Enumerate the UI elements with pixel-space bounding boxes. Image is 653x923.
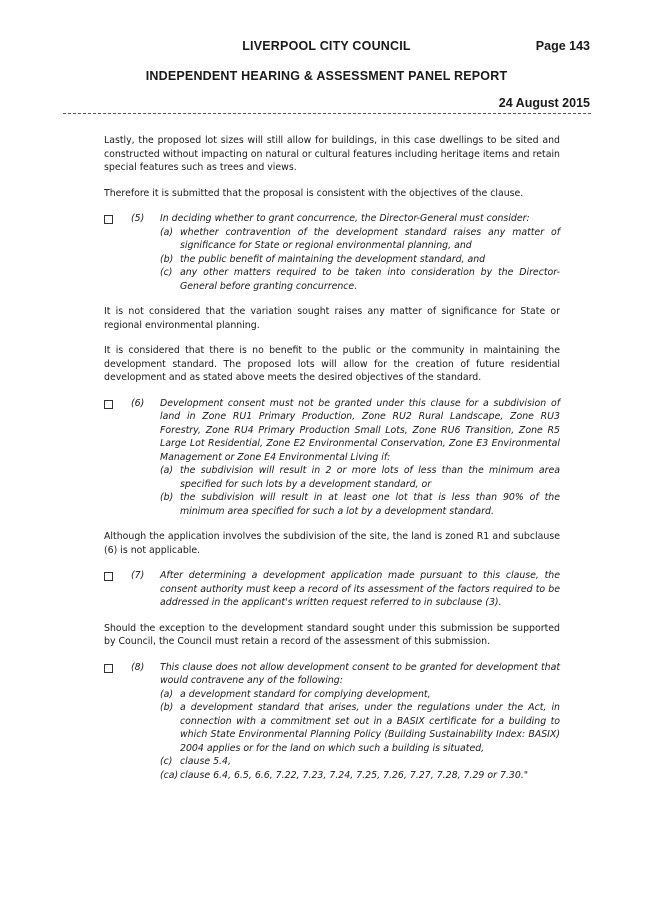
subclause-label: (a) <box>160 226 174 238</box>
subclause-text: a development standard that arises, under the regulations under the Act, in connection with a commitment set out in a BASIX certificate for a building to which State Environmental Planning Policy (Building Sustainability Index: BASIX) 2004 applies or for the land on which such a building is situated, <box>180 702 560 754</box>
checkbox-icon <box>104 400 113 409</box>
subclause-text: whether contravention of the development standard raises any matter of significance for State or regional environmental planning, and <box>180 226 560 251</box>
subclause-label: (b) <box>160 492 174 503</box>
paragraph-zoned-r1: Although the application involves the subdivision of the site, the land is zoned R1 and subclause (6) is not applicable. <box>104 531 560 556</box>
clause-intro: Development consent must not be granted under this clause for a subdivision of land in Zone RU1 Primary Production, Zone RU2 Rural Landscape, Zone RU3 Forestry, Zone RU4 Primary Production Small Lots, Zone RU6 Transition, Zone R5 Large Lot Residential, Zone E2 Environmental Conservation, Zone E3 Environmental Management or Zone E4 Environmental Living if: <box>160 397 560 463</box>
subclause-a <box>160 688 560 702</box>
subclause-text: any other matters required to be taken into consideration by the Director-General before granting concurrence. <box>180 267 560 292</box>
report-body <box>104 134 560 794</box>
page-number: Page 143 <box>535 39 590 53</box>
subclause-b <box>160 491 560 518</box>
subclause-b <box>160 253 560 267</box>
subclause-text: the public benefit of maintaining the development standard, and <box>180 253 486 265</box>
subclause-text: a development standard for complying development, <box>180 688 431 700</box>
clause-intro: After determining a development application made pursuant to this clause, the consent authority must keep a record of its assessment of the factors required to be addressed in the applicant's written request referred to in subclause (3). <box>160 570 560 608</box>
checkbox-icon <box>104 572 113 581</box>
clause-5 <box>104 212 560 293</box>
clause-8 <box>104 661 560 783</box>
council-name: LIVERPOOL CITY COUNCIL <box>242 39 411 53</box>
subclause-label: (a) <box>160 465 174 476</box>
subclause-label: (a) <box>160 688 174 700</box>
subclause-a <box>160 226 560 253</box>
paragraph-consistent-objectives: Therefore it is submitted that the proposal is consistent with the objectives of the clause. <box>104 187 524 199</box>
paragraph-no-significance: It is not considered that the variation sought raises any matter of significance for State or regional environmental planning. <box>104 306 560 331</box>
subclause-text: clause 5.4, <box>180 756 231 767</box>
subclause-label: (c) <box>160 756 173 767</box>
report-date: 24 August 2015 <box>498 96 590 110</box>
subclause-label: (c) <box>160 267 173 278</box>
clause-number: (8) <box>131 661 145 673</box>
paragraph-lot-sizes: Lastly, the proposed lot sizes will still allow for buildings, in this case dwellings to be sited and constructed without impacting on natural or cultural features including heritage items and retain special features such as trees and views. <box>104 135 560 173</box>
subclause-label: (b) <box>160 253 174 265</box>
subclause-c <box>160 266 560 293</box>
subclause-text: clause 6.4, 6.5, 6.6, 7.22, 7.23, 7.24, 7.25, 7.26, 7.27, 7.28, 7.29 or 7.30." <box>180 769 529 781</box>
subclause-text: the subdivision will result in at least one lot that is less than 90% of the minimum area specified for such a lot by a development standard. <box>180 492 560 517</box>
clause-intro: In deciding whether to grant concurrence, the Director-General must consider: <box>160 213 530 224</box>
clause-number: (6) <box>131 397 145 409</box>
subclause-text: the subdivision will result in 2 or more lots of less than the minimum area specified for such lots by a development standard, or <box>180 465 560 490</box>
header-divider <box>63 113 591 114</box>
clause-7 <box>104 569 560 610</box>
clause-number: (7) <box>131 570 145 581</box>
checkbox-icon <box>104 664 113 673</box>
subclause-ca <box>160 769 560 783</box>
subclause-c <box>160 755 560 769</box>
checkbox-icon <box>104 215 113 224</box>
clause-number: (5) <box>131 213 145 224</box>
paragraph-retain-record: Should the exception to the development standard sought under this submission be supported by Council, the Council must retain a record of the assessment of this submission. <box>104 622 560 647</box>
subclause-a <box>160 464 560 491</box>
subclause-label: (ca) <box>160 769 179 781</box>
report-title: INDEPENDENT HEARING & ASSESSMENT PANEL REPORT <box>145 69 508 83</box>
paragraph-no-public-benefit: It is considered that there is no benefit to the public or the community in maintaining the development standard. The proposed lots will allow for the creation of future residential development and as stated above meets the desired objectives of the standard. <box>104 345 560 383</box>
clause-6 <box>104 397 560 519</box>
subclause-b <box>160 701 560 755</box>
clause-intro: This clause does not allow development consent to be granted for development that would contravene any of the following: <box>160 661 560 686</box>
subclause-label: (b) <box>160 702 174 713</box>
